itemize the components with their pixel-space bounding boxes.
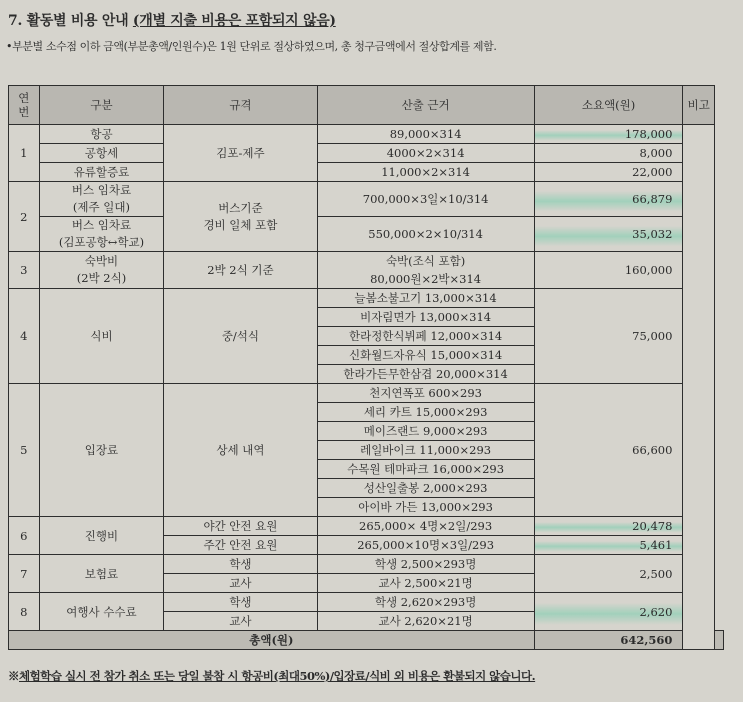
row-basis: 세리 카트 15,000×293 — [317, 403, 534, 422]
row-category: 항공 — [39, 125, 164, 144]
row-category — [39, 252, 164, 289]
row-basis: 교사 2,500×21명 — [317, 574, 534, 593]
row-category — [39, 217, 164, 252]
row-basis: 265,000× 4명×2일/293 — [317, 517, 534, 536]
row-category — [39, 182, 164, 217]
row-amount: 35,032 — [534, 217, 683, 252]
row-basis: 89,000×314 — [317, 125, 534, 144]
row-no: 6 — [9, 517, 40, 555]
category-line: (제주 일대) — [72, 200, 130, 214]
header-category: 구분 — [39, 86, 164, 125]
row-basis: 수목원 테마파크 16,000×293 — [317, 460, 534, 479]
row-category: 식비 — [39, 289, 164, 384]
row-amount: 2,500 — [534, 555, 683, 593]
table-row — [9, 593, 724, 612]
row-category: 유류할증료 — [39, 163, 164, 182]
row-basis: 성산일출봉 2,000×293 — [317, 479, 534, 498]
row-spec: 야간 안전 요원 — [164, 517, 317, 536]
row-amount: 160,000 — [534, 252, 683, 289]
row-basis: 신화월드자유식 15,000×314 — [317, 346, 534, 365]
row-amount: 8,000 — [534, 144, 683, 163]
row-basis: 메이즈랜드 9,000×293 — [317, 422, 534, 441]
row-basis: 550,000×2×10/314 — [317, 217, 534, 252]
row-no: 1 — [9, 125, 40, 182]
note-text: 체험학습 실시 전 참가 취소 또는 당일 불참 시 항공비(최대50%)/입장료/식비 외 비용은 환불되지 않습니다. — [19, 669, 536, 683]
row-amount: 20,478 — [534, 517, 683, 536]
table-row — [9, 144, 724, 163]
table-row — [9, 555, 724, 574]
total-label: 총액(원) — [9, 631, 535, 650]
row-category: 공항세 — [39, 144, 164, 163]
row-spec: 중/석식 — [164, 289, 317, 384]
row-no: 8 — [9, 593, 40, 631]
refund-note — [8, 668, 535, 684]
row-basis: 레일바이크 11,000×293 — [317, 441, 534, 460]
total-remark — [715, 631, 724, 650]
category-line: (2박 2식) — [76, 271, 127, 285]
note-prefix: ※ — [8, 669, 19, 683]
table-row — [9, 163, 724, 182]
header-basis: 산출 근거 — [317, 86, 534, 125]
category-line: 버스 임차료 — [71, 218, 132, 232]
row-basis: 학생 2,620×293명 — [317, 593, 534, 612]
row-no: 4 — [9, 289, 40, 384]
section-title: 7. 활동별 비용 안내 — [8, 13, 129, 29]
row-amount: 2,620 — [534, 593, 683, 631]
row-no: 7 — [9, 555, 40, 593]
total-amount: 642,560 — [534, 631, 683, 650]
row-basis: 교사 2,620×21명 — [317, 612, 534, 631]
spec-line: 버스기준 — [218, 200, 263, 215]
row-amount: 66,600 — [534, 384, 683, 517]
row-spec: 2박 2식 기준 — [164, 252, 317, 289]
row-category: 입장료 — [39, 384, 164, 517]
table-header-row — [9, 86, 724, 125]
row-spec: 학생 — [164, 593, 317, 612]
row-spec: 상세 내역 — [164, 384, 317, 517]
row-amount: 178,000 — [534, 125, 683, 144]
row-spec: 교사 — [164, 574, 317, 593]
row-spec: 학생 — [164, 555, 317, 574]
row-basis: 천지연폭포 600×293 — [317, 384, 534, 403]
row-basis: 4000×2×314 — [317, 144, 534, 163]
row-basis: 비자림면가 13,000×314 — [317, 308, 534, 327]
row-basis: 늘봄소불고기 13,000×314 — [317, 289, 534, 308]
row-spec: 주간 안전 요원 — [164, 536, 317, 555]
spec-line: 경비 일체 포함 — [203, 217, 278, 232]
row-basis: 700,000×3일×10/314 — [317, 182, 534, 217]
section-title-note: (개별 지출 비용은 포함되지 않음) — [132, 13, 336, 29]
remark-cell — [683, 125, 715, 650]
section-heading — [8, 10, 336, 30]
row-category: 보험료 — [39, 555, 164, 593]
row-amount: 75,000 — [534, 289, 683, 384]
header-no: 연번 — [9, 86, 40, 125]
header-amount: 소요액(원) — [534, 86, 683, 125]
row-basis: 265,000×10명×3일/293 — [317, 536, 534, 555]
category-line: 버스 임차료 — [71, 183, 132, 197]
header-remark: 비고 — [683, 86, 715, 125]
category-line: 숙박비 — [84, 254, 119, 268]
row-amount: 5,461 — [534, 536, 683, 555]
row-basis: 80,000원×2박×314 — [317, 270, 534, 289]
table-row — [9, 125, 724, 144]
table-row — [9, 252, 724, 271]
row-basis: 학생 2,500×293명 — [317, 555, 534, 574]
row-category: 여행사 수수료 — [39, 593, 164, 631]
rounding-note: •부분별 소수점 이하 금액(부분총액/인원수)은 1원 단위로 절상하였으며, 총 청구금액에서 절상합계를 제함. — [6, 40, 497, 53]
row-basis: 숙박(조식 포함) — [317, 252, 534, 271]
row-amount: 66,879 — [534, 182, 683, 217]
row-spec: 김포-제주 — [164, 125, 317, 182]
row-spec — [164, 182, 317, 252]
row-no: 3 — [9, 252, 40, 289]
category-line: (김포공항↔학교) — [58, 235, 145, 249]
total-row — [9, 631, 724, 650]
table-row — [9, 384, 724, 403]
row-basis: 한라정한식뷔페 12,000×314 — [317, 327, 534, 346]
row-basis: 아이바 가든 13,000×293 — [317, 498, 534, 517]
row-amount: 22,000 — [534, 163, 683, 182]
row-basis: 11,000×2×314 — [317, 163, 534, 182]
row-spec: 교사 — [164, 612, 317, 631]
row-basis: 한라가든무한삼겹 20,000×314 — [317, 365, 534, 384]
cost-table — [8, 85, 724, 650]
table-row — [9, 289, 724, 308]
header-spec: 규격 — [164, 86, 317, 125]
row-category: 진행비 — [39, 517, 164, 555]
table-row — [9, 517, 724, 536]
row-no: 2 — [9, 182, 40, 252]
row-no: 5 — [9, 384, 40, 517]
